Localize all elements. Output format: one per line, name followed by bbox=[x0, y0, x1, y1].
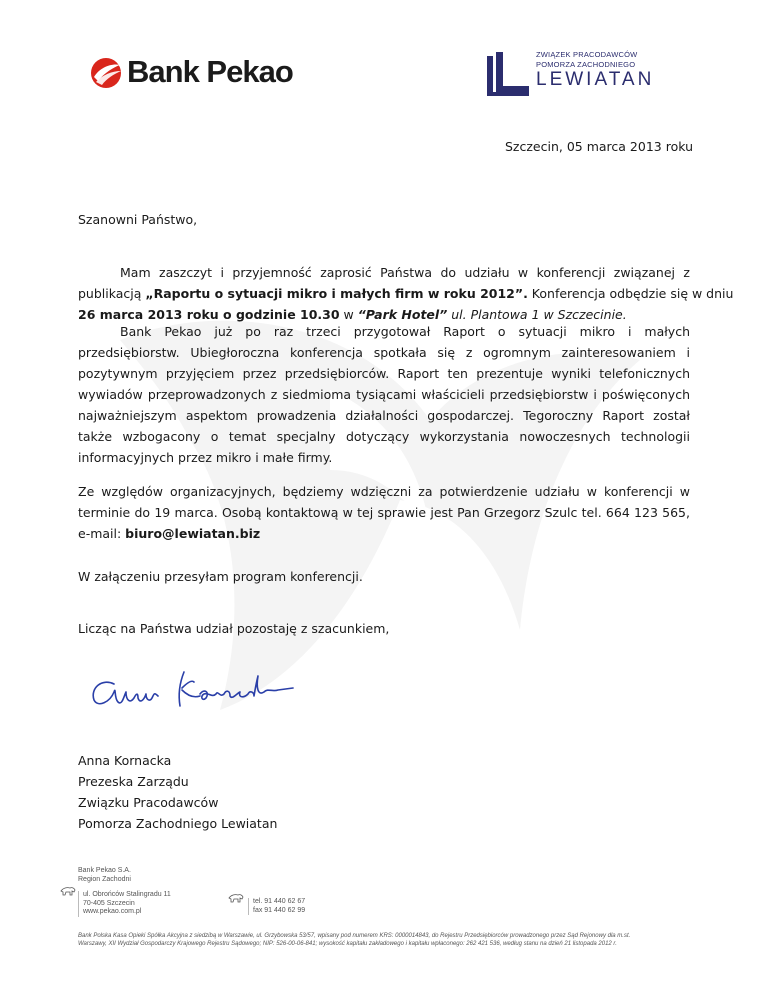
lewiatan-org-line1: ZWIĄZEK PRACODAWCÓW bbox=[536, 50, 638, 59]
lewiatan-org-name: LEWIATAN bbox=[536, 69, 655, 90]
p2-line: informacyjnych przez mikro i małe firmy. bbox=[78, 450, 333, 465]
paragraph-attachment: W załączeniu przesyłam program konferencji. bbox=[78, 569, 363, 584]
p3-line3 bbox=[78, 523, 690, 544]
bison-icon bbox=[60, 886, 76, 896]
p1-line2 bbox=[78, 283, 734, 304]
footer-phone bbox=[248, 898, 305, 915]
p3-line1: Ze względów organizacyjnych, będziemy wdzięczni za potwierdzenie udziału w konferencji w bbox=[78, 484, 690, 499]
signer-name: Anna Kornacka bbox=[78, 753, 172, 768]
p2-line: pozytywnym przyjęciem przez przedsiębiorców. Raport ten prezentuje wyniki telefonicznych bbox=[78, 366, 690, 381]
paragraph-confirmation bbox=[78, 481, 690, 544]
footer-city: 70-405 Szczecin bbox=[83, 899, 135, 907]
footer-legal-line: Bank Polska Kasa Opieki Spółka Akcyjna z siedzibą w Warszawie, ul. Grzybowska 53/57, wpisany pod numerem KRS: 0000014843, do Rejestru Przedsiębiorców prowadzonego przez Sąd Rejonowy dla m.st. bbox=[78, 933, 631, 939]
event-venue: “Park Hotel” bbox=[357, 307, 448, 322]
email-label: e-mail: bbox=[78, 526, 126, 541]
footer-website-link[interactable]: www.pekao.com.pl bbox=[83, 908, 142, 916]
lewiatan-org-line2: POMORZA ZACHODNIEGO bbox=[536, 60, 636, 69]
footer-address bbox=[78, 891, 171, 917]
p2-line: przedsiębiorstw. Ubiegłoroczna konferencja spotkała się z ogromnym zainteresowaniem i bbox=[78, 345, 690, 360]
event-datetime: 26 marca 2013 roku o godzinie 10.30 bbox=[78, 307, 340, 322]
footer-legal-line: Warszawy, XII Wydział Gospodarczy Krajowego Rejestru Sądowego; NIP: 526-00-06-841; wysokość kapitału zakładowego i kapitału wpłaconego: 262 421 536, według stanu na dzień 21 listopada 2012 r. bbox=[78, 940, 617, 947]
lewiatan-logo-icon bbox=[485, 52, 530, 96]
footer-tel: tel. 91 440 62 67 bbox=[253, 898, 306, 905]
p2-line: najważniejszym aspektom prowadzenia działalności gospodarczej. Tegoroczny Raport został bbox=[78, 408, 690, 423]
footer-fax: fax 91 440 62 99 bbox=[253, 906, 306, 914]
report-title: „Raportu o sytuacji mikro i małych firm w roku 2012”. bbox=[145, 286, 528, 301]
footer-company-name: Bank Pekao S.A. bbox=[78, 867, 131, 874]
contact-email-link[interactable]: biuro@lewiatan.biz bbox=[125, 526, 261, 541]
footer-street: ul. Obrońców Stalingradu 11 bbox=[83, 891, 171, 898]
handwritten-signature-icon bbox=[88, 662, 308, 718]
paragraph-invitation bbox=[78, 262, 734, 325]
signer-org-line2: Pomorza Zachodniego Lewiatan bbox=[78, 816, 278, 831]
bank-pekao-wordmark: Bank Pekao bbox=[127, 54, 293, 89]
p1-line2-a: publikacją bbox=[78, 286, 146, 301]
letter-dateline: Szczecin, 05 marca 2013 roku bbox=[505, 139, 693, 154]
footer-legal-notice bbox=[78, 933, 630, 948]
p2-line: także wzbogacony o temat specjalny dotyczący wykorzystania nowoczesnych technologii bbox=[78, 429, 690, 444]
p1-line3-b: w bbox=[339, 307, 358, 322]
signer-org-line1: Związku Pracodawców bbox=[78, 795, 219, 810]
p1-line2-c: Konferencja odbędzie się w dniu bbox=[527, 286, 734, 301]
footer-company bbox=[78, 867, 131, 884]
paragraph-closing: Licząc na Państwa udział pozostaję z szacunkiem, bbox=[78, 621, 390, 636]
footer-region: Region Zachodni bbox=[78, 875, 131, 883]
signature-block bbox=[78, 750, 277, 834]
bison-icon bbox=[228, 893, 244, 903]
letter-salutation: Szanowni Państwo, bbox=[78, 212, 198, 227]
signer-title: Prezeska Zarządu bbox=[78, 774, 189, 789]
p1-line1: Mam zaszczyt i przyjemność zaprosić Państwa do udziału w konferencji związanej z bbox=[120, 265, 690, 280]
paragraph-report bbox=[78, 321, 690, 468]
p2-line: wywiadów przeprowadzonych z siedmioma tysiącami właścicieli przedsiębiorstw i poświęconych bbox=[78, 387, 690, 402]
event-address: ul. Plantowa 1 w Szczecinie. bbox=[447, 307, 627, 322]
p2-line: Bank Pekao już po raz trzeci przygotował Raport o sytuacji mikro i małych bbox=[120, 324, 690, 339]
p3-line2: terminie do 19 marca. Osobą kontaktową w tej sprawie jest Pan Grzegorz Szulc tel. 664 123 565, bbox=[78, 505, 690, 520]
